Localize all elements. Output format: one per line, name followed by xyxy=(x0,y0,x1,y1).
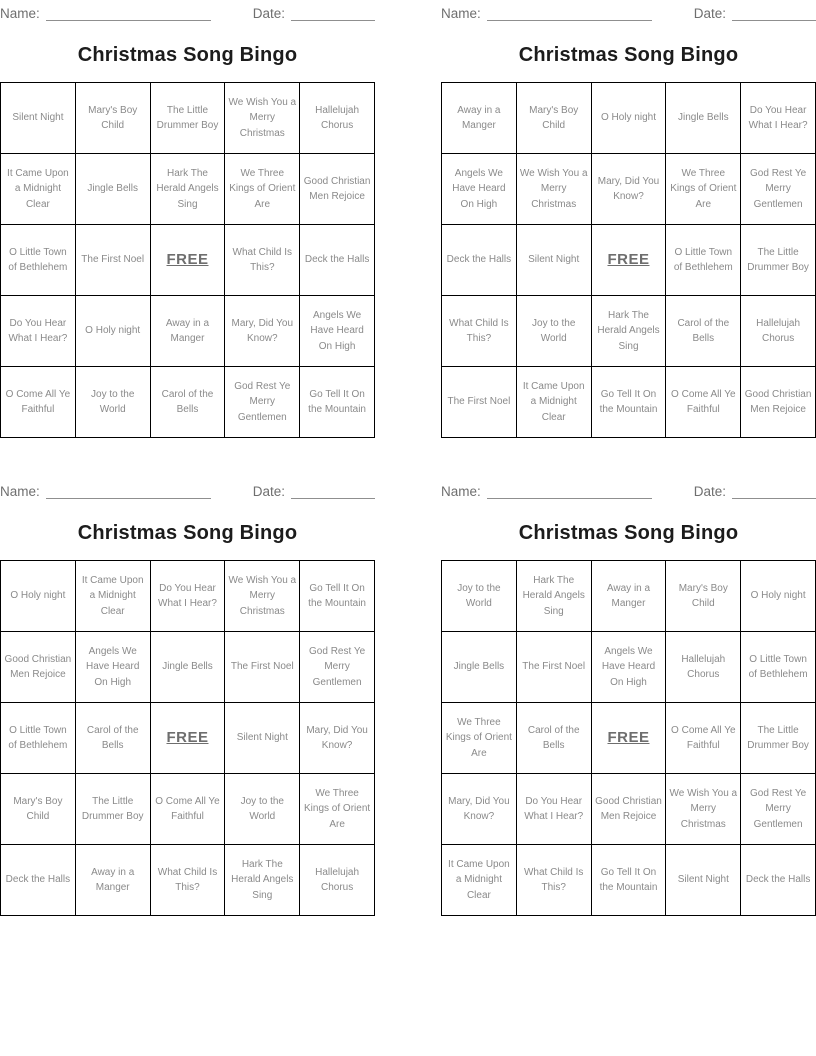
free-cell: FREE xyxy=(591,225,666,296)
bingo-cell: Carol of the Bells xyxy=(150,367,225,438)
name-blank-line xyxy=(46,7,211,21)
name-blank-line xyxy=(487,7,652,21)
date-label: Date: xyxy=(693,484,726,499)
free-cell: FREE xyxy=(150,703,225,774)
card-header xyxy=(441,4,816,21)
bingo-card-bottom-left xyxy=(0,478,408,956)
bingo-grid xyxy=(441,82,816,438)
bingo-cell: Jingle Bells xyxy=(666,83,741,154)
bingo-cell: Silent Night xyxy=(516,225,591,296)
bingo-cell: Go Tell It On the Mountain xyxy=(591,845,666,916)
bingo-cell: Away in a Manger xyxy=(442,83,517,154)
bingo-cell: The First Noel xyxy=(75,225,150,296)
bingo-cell: Go Tell It On the Mountain xyxy=(300,561,375,632)
bingo-row xyxy=(1,225,375,296)
name-label: Name: xyxy=(0,6,40,21)
bingo-row xyxy=(1,154,375,225)
bingo-cell: The Little Drummer Boy xyxy=(75,774,150,845)
bingo-row xyxy=(442,774,816,845)
bingo-cell: It Came Upon a Midnight Clear xyxy=(1,154,76,225)
bingo-cell: Angels We Have Heard On High xyxy=(442,154,517,225)
bingo-cell: What Child Is This? xyxy=(150,845,225,916)
bingo-cell: Mary's Boy Child xyxy=(666,561,741,632)
bingo-cell: We Three Kings of Orient Are xyxy=(442,703,517,774)
bingo-cell: Hark The Herald Angels Sing xyxy=(225,845,300,916)
bingo-cell: O Little Town of Bethlehem xyxy=(1,703,76,774)
bingo-cell: Jingle Bells xyxy=(75,154,150,225)
date-label: Date: xyxy=(693,6,726,21)
bingo-cell: The Little Drummer Boy xyxy=(741,225,816,296)
bingo-cell: Hallelujah Chorus xyxy=(300,83,375,154)
name-blank-line xyxy=(46,485,211,499)
bingo-row xyxy=(1,296,375,367)
bingo-cell: Good Christian Men Rejoice xyxy=(300,154,375,225)
bingo-row xyxy=(1,83,375,154)
bingo-cell: Mary, Did You Know? xyxy=(591,154,666,225)
bingo-row xyxy=(442,296,816,367)
bingo-cell: Carol of the Bells xyxy=(516,703,591,774)
bingo-cell: We Wish You a Merry Christmas xyxy=(225,83,300,154)
card-title: Christmas Song Bingo xyxy=(77,44,298,66)
date-blank-line xyxy=(732,485,816,499)
card-title: Christmas Song Bingo xyxy=(518,522,739,544)
name-blank-line xyxy=(487,485,652,499)
free-cell: FREE xyxy=(150,225,225,296)
bingo-cell: Do You Hear What I Hear? xyxy=(1,296,76,367)
bingo-cell: Joy to the World xyxy=(225,774,300,845)
bingo-cell: Mary, Did You Know? xyxy=(442,774,517,845)
bingo-grid xyxy=(441,560,816,916)
card-header xyxy=(0,4,375,21)
bingo-card-bottom-right xyxy=(408,478,816,956)
bingo-cell: We Three Kings of Orient Are xyxy=(300,774,375,845)
bingo-row xyxy=(1,632,375,703)
bingo-cell: Joy to the World xyxy=(516,296,591,367)
bingo-row xyxy=(1,774,375,845)
name-label: Name: xyxy=(0,484,40,499)
bingo-row xyxy=(442,845,816,916)
bingo-row xyxy=(442,703,816,774)
bingo-cell: Hark The Herald Angels Sing xyxy=(150,154,225,225)
bingo-cell: The First Noel xyxy=(225,632,300,703)
bingo-cell: O Come All Ye Faithful xyxy=(666,367,741,438)
bingo-row xyxy=(1,367,375,438)
bingo-cell: Deck the Halls xyxy=(300,225,375,296)
bingo-cell: Deck the Halls xyxy=(741,845,816,916)
bingo-cell: It Came Upon a Midnight Clear xyxy=(75,561,150,632)
bingo-cell: Away in a Manger xyxy=(75,845,150,916)
bingo-cell: God Rest Ye Merry Gentlemen xyxy=(300,632,375,703)
bingo-cell: It Came Upon a Midnight Clear xyxy=(516,367,591,438)
bingo-cell: God Rest Ye Merry Gentlemen xyxy=(225,367,300,438)
bingo-cell: Hallelujah Chorus xyxy=(666,632,741,703)
bingo-cell: Mary's Boy Child xyxy=(1,774,76,845)
bingo-cell: What Child Is This? xyxy=(225,225,300,296)
bingo-row xyxy=(442,367,816,438)
bingo-row xyxy=(442,561,816,632)
bingo-cell: Hark The Herald Angels Sing xyxy=(516,561,591,632)
bingo-cell: Hallelujah Chorus xyxy=(741,296,816,367)
date-label: Date: xyxy=(252,6,285,21)
bingo-grid xyxy=(0,82,375,438)
bingo-cell: O Little Town of Bethlehem xyxy=(666,225,741,296)
bingo-cell: Angels We Have Heard On High xyxy=(591,632,666,703)
bingo-cell: Good Christian Men Rejoice xyxy=(591,774,666,845)
bingo-cell: God Rest Ye Merry Gentlemen xyxy=(741,154,816,225)
bingo-cell: Silent Night xyxy=(666,845,741,916)
bingo-cell: The Little Drummer Boy xyxy=(741,703,816,774)
name-label: Name: xyxy=(441,6,481,21)
bingo-row xyxy=(1,561,375,632)
card-header xyxy=(441,482,816,499)
bingo-cell: Joy to the World xyxy=(75,367,150,438)
bingo-cell: What Child Is This? xyxy=(442,296,517,367)
bingo-cell: It Came Upon a Midnight Clear xyxy=(442,845,517,916)
bingo-cell: Go Tell It On the Mountain xyxy=(300,367,375,438)
bingo-cell: Mary, Did You Know? xyxy=(300,703,375,774)
bingo-cell: Good Christian Men Rejoice xyxy=(741,367,816,438)
bingo-cell: O Come All Ye Faithful xyxy=(666,703,741,774)
bingo-cell: Hark The Herald Angels Sing xyxy=(591,296,666,367)
bingo-cell: Mary's Boy Child xyxy=(516,83,591,154)
bingo-cell: Deck the Halls xyxy=(1,845,76,916)
bingo-cell: We Wish You a Merry Christmas xyxy=(666,774,741,845)
bingo-cell: We Three Kings of Orient Are xyxy=(666,154,741,225)
bingo-cell: Go Tell It On the Mountain xyxy=(591,367,666,438)
bingo-cell: The Little Drummer Boy xyxy=(150,83,225,154)
bingo-card-top-left xyxy=(0,0,408,478)
bingo-cell: Mary, Did You Know? xyxy=(225,296,300,367)
bingo-row xyxy=(442,632,816,703)
bingo-cell: Carol of the Bells xyxy=(75,703,150,774)
bingo-cell: O Little Town of Bethlehem xyxy=(1,225,76,296)
bingo-cell: The First Noel xyxy=(442,367,517,438)
card-title: Christmas Song Bingo xyxy=(77,522,298,544)
bingo-grid xyxy=(0,560,375,916)
bingo-cell: O Little Town of Bethlehem xyxy=(741,632,816,703)
bingo-cell: Jingle Bells xyxy=(150,632,225,703)
date-blank-line xyxy=(291,485,375,499)
bingo-cell: Jingle Bells xyxy=(442,632,517,703)
bingo-card-top-right xyxy=(408,0,816,478)
bingo-row xyxy=(1,845,375,916)
bingo-cell: God Rest Ye Merry Gentlemen xyxy=(741,774,816,845)
bingo-cell: Hallelujah Chorus xyxy=(300,845,375,916)
date-blank-line xyxy=(732,7,816,21)
bingo-cell: Carol of the Bells xyxy=(666,296,741,367)
bingo-cell: Mary's Boy Child xyxy=(75,83,150,154)
bingo-cell: Do You Hear What I Hear? xyxy=(516,774,591,845)
bingo-cell: Joy to the World xyxy=(442,561,517,632)
bingo-cell: Away in a Manger xyxy=(591,561,666,632)
bingo-cell: Silent Night xyxy=(225,703,300,774)
bingo-cell: What Child Is This? xyxy=(516,845,591,916)
bingo-cell: Deck the Halls xyxy=(442,225,517,296)
bingo-cell: Good Christian Men Rejoice xyxy=(1,632,76,703)
date-label: Date: xyxy=(252,484,285,499)
bingo-cell: O Holy night xyxy=(591,83,666,154)
bingo-cell: The First Noel xyxy=(516,632,591,703)
card-title: Christmas Song Bingo xyxy=(518,44,739,66)
bingo-cell: Angels We Have Heard On High xyxy=(75,632,150,703)
bingo-cell: We Wish You a Merry Christmas xyxy=(516,154,591,225)
bingo-cell: O Holy night xyxy=(75,296,150,367)
free-cell: FREE xyxy=(591,703,666,774)
date-blank-line xyxy=(291,7,375,21)
bingo-cell: O Holy night xyxy=(741,561,816,632)
bingo-cell: Away in a Manger xyxy=(150,296,225,367)
bingo-cell: Do You Hear What I Hear? xyxy=(741,83,816,154)
bingo-row xyxy=(1,703,375,774)
bingo-row xyxy=(442,225,816,296)
bingo-row xyxy=(442,154,816,225)
bingo-cell: We Three Kings of Orient Are xyxy=(225,154,300,225)
bingo-cell: Do You Hear What I Hear? xyxy=(150,561,225,632)
bingo-cell: O Come All Ye Faithful xyxy=(150,774,225,845)
bingo-cell: We Wish You a Merry Christmas xyxy=(225,561,300,632)
bingo-cell: O Come All Ye Faithful xyxy=(1,367,76,438)
name-label: Name: xyxy=(441,484,481,499)
card-header xyxy=(0,482,375,499)
bingo-cell: O Holy night xyxy=(1,561,76,632)
bingo-row xyxy=(442,83,816,154)
bingo-cell: Angels We Have Heard On High xyxy=(300,296,375,367)
bingo-cell: Silent Night xyxy=(1,83,76,154)
